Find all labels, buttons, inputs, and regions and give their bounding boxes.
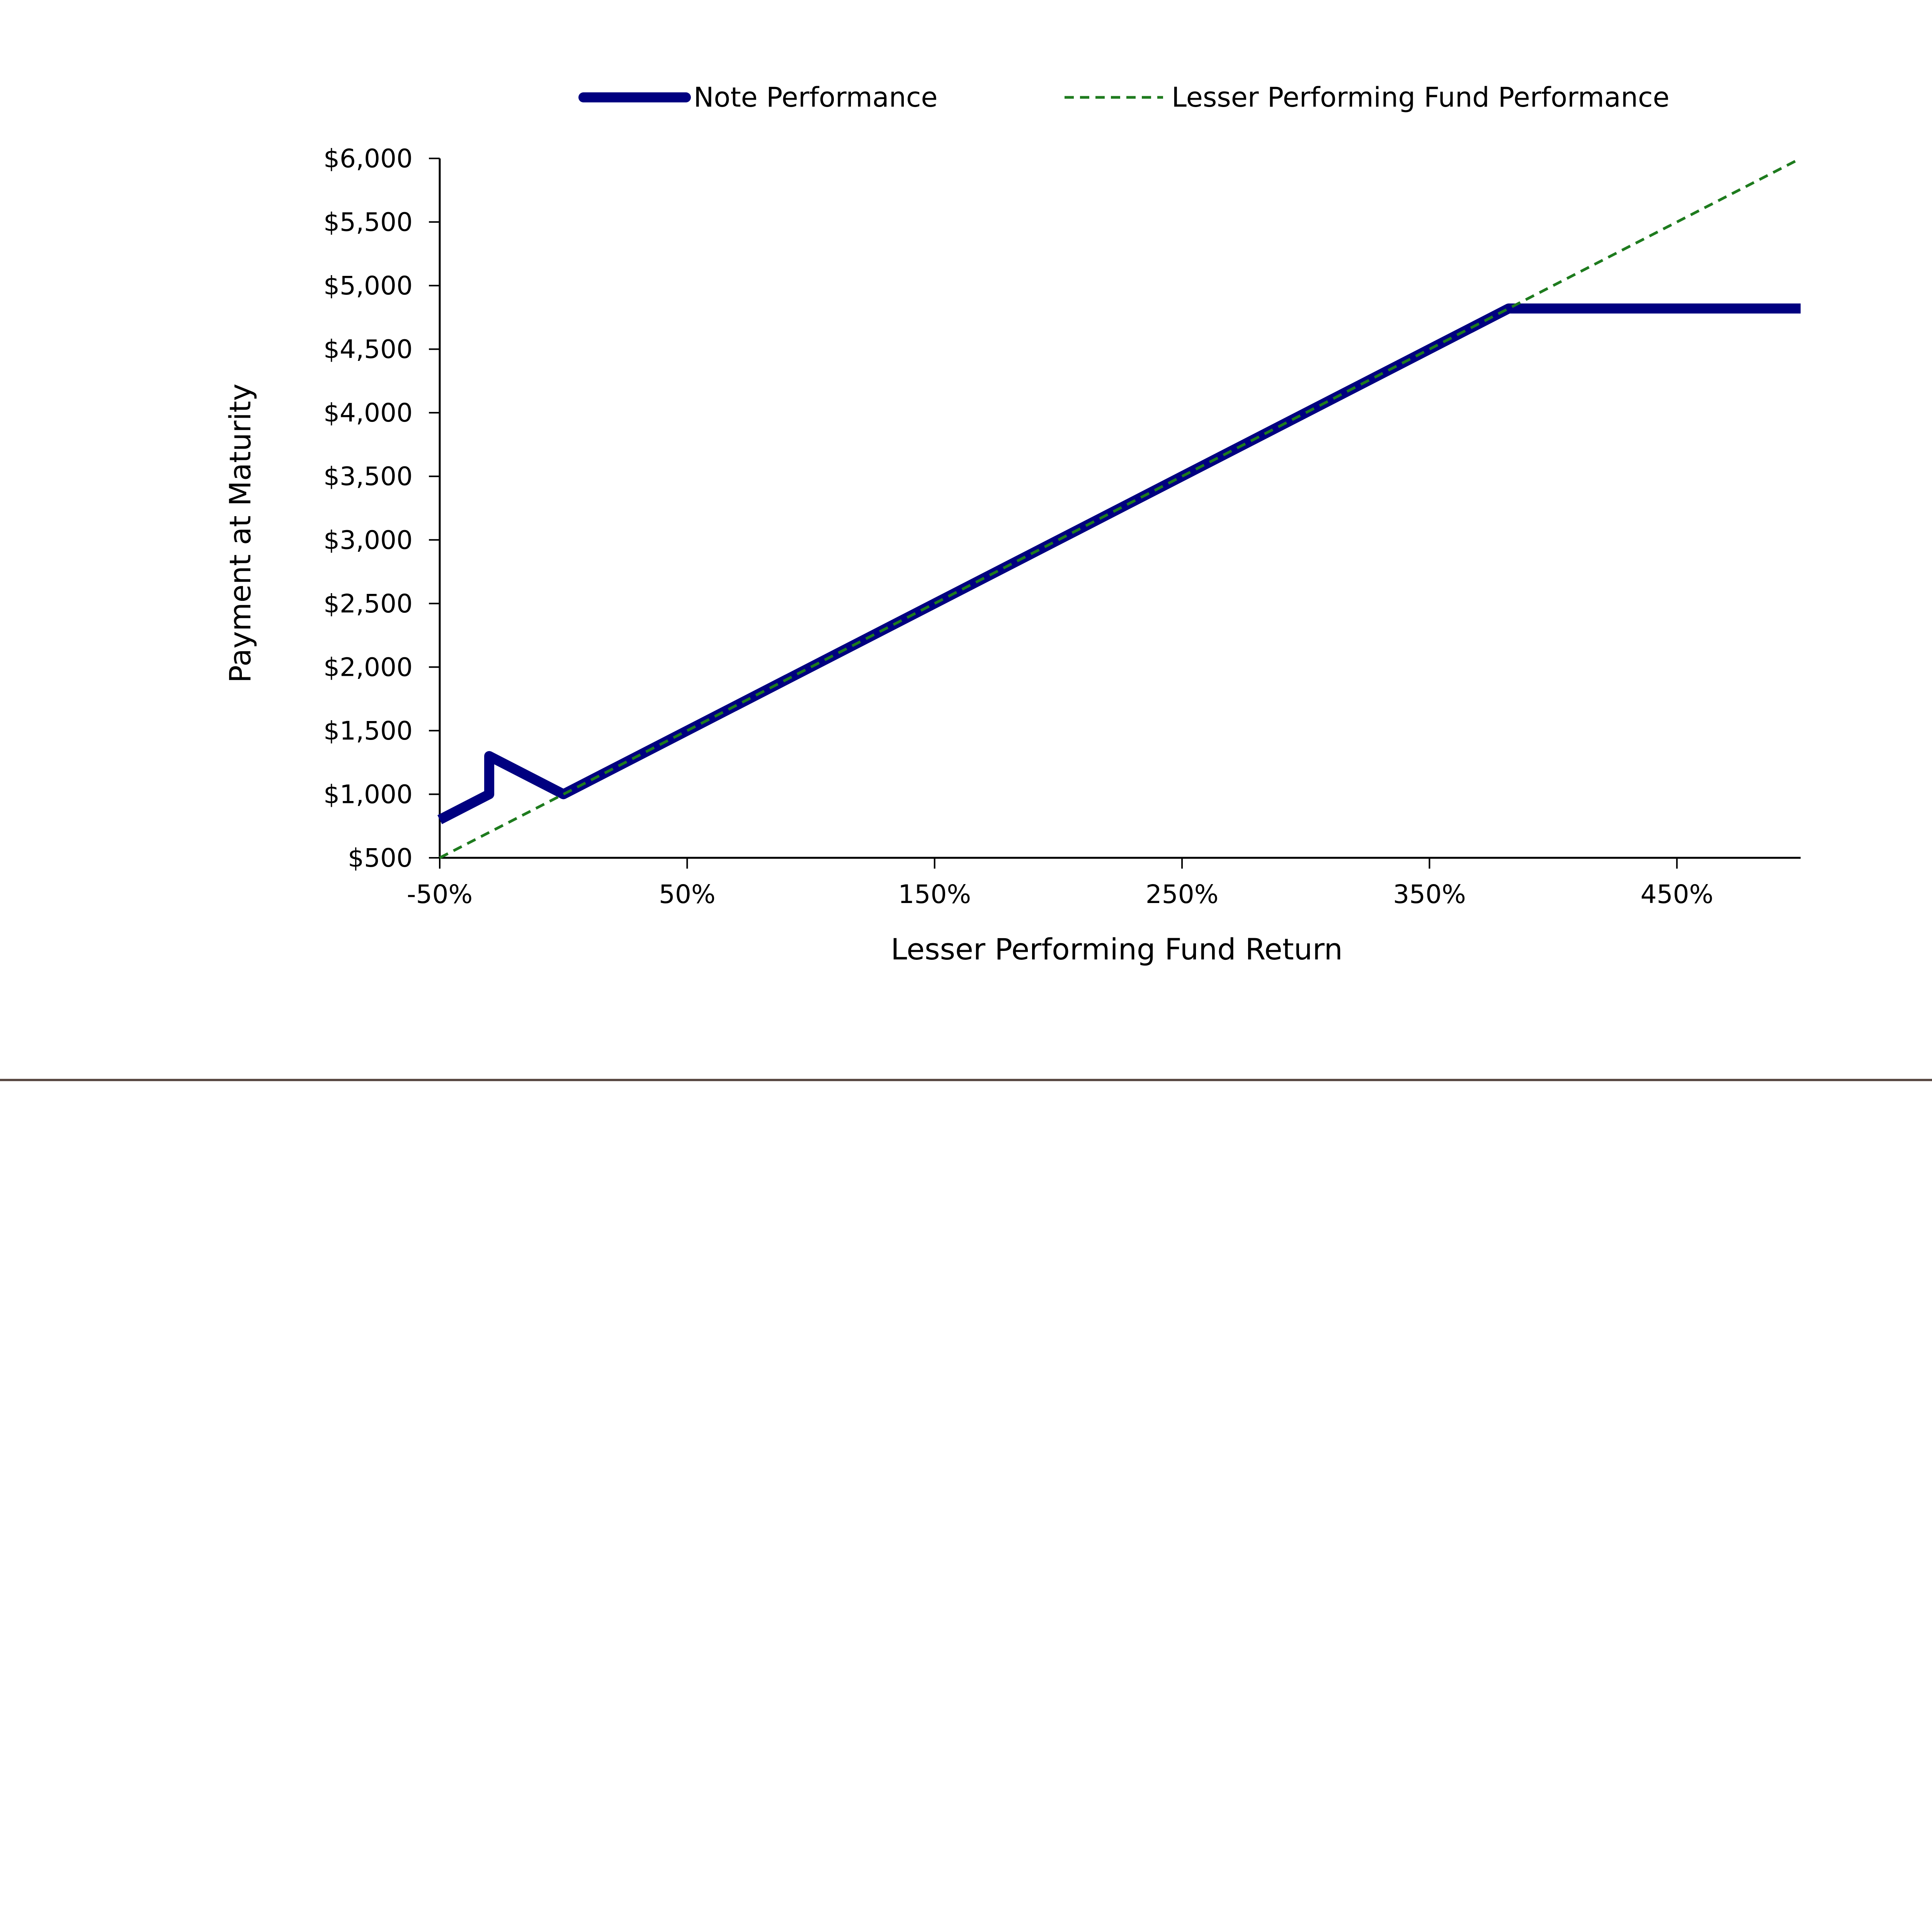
y-tick-label: $2,000	[323, 652, 413, 682]
legend-label-fund: Lesser Performing Fund Performance	[1172, 82, 1670, 113]
x-axis-title: Lesser Performing Fund Return	[891, 932, 1343, 966]
y-tick-label: $5,500	[323, 207, 413, 237]
y-tick-label: $4,500	[323, 334, 413, 364]
y-tick-label: $1,500	[323, 716, 413, 746]
x-tick-label: 450%	[1640, 879, 1714, 909]
y-tick-label: $3,000	[323, 525, 413, 555]
legend-label-note: Note Performance	[694, 82, 938, 113]
y-tick-label: $2,500	[323, 588, 413, 619]
y-tick-label: $3,500	[323, 461, 413, 492]
x-tick-label: 350%	[1393, 879, 1466, 909]
y-tick-label: $500	[348, 843, 413, 873]
y-tick-label: $1,000	[323, 779, 413, 810]
axes	[323, 144, 1801, 909]
y-tick-label: $4,000	[323, 398, 413, 428]
x-tick-label: 150%	[898, 879, 971, 909]
x-tick-label: 250%	[1145, 879, 1219, 909]
note-performance-line	[440, 308, 1801, 820]
y-tick-label: $5,000	[323, 271, 413, 301]
x-tick-label: -50%	[406, 879, 473, 909]
y-axis-title: Payment at Maturity	[223, 383, 257, 683]
x-tick-label: 50%	[659, 879, 716, 909]
section-divider	[0, 1079, 1932, 1081]
y-tick-label: $6,000	[323, 144, 413, 173]
series-lines	[440, 158, 1801, 858]
legend	[583, 82, 1670, 113]
